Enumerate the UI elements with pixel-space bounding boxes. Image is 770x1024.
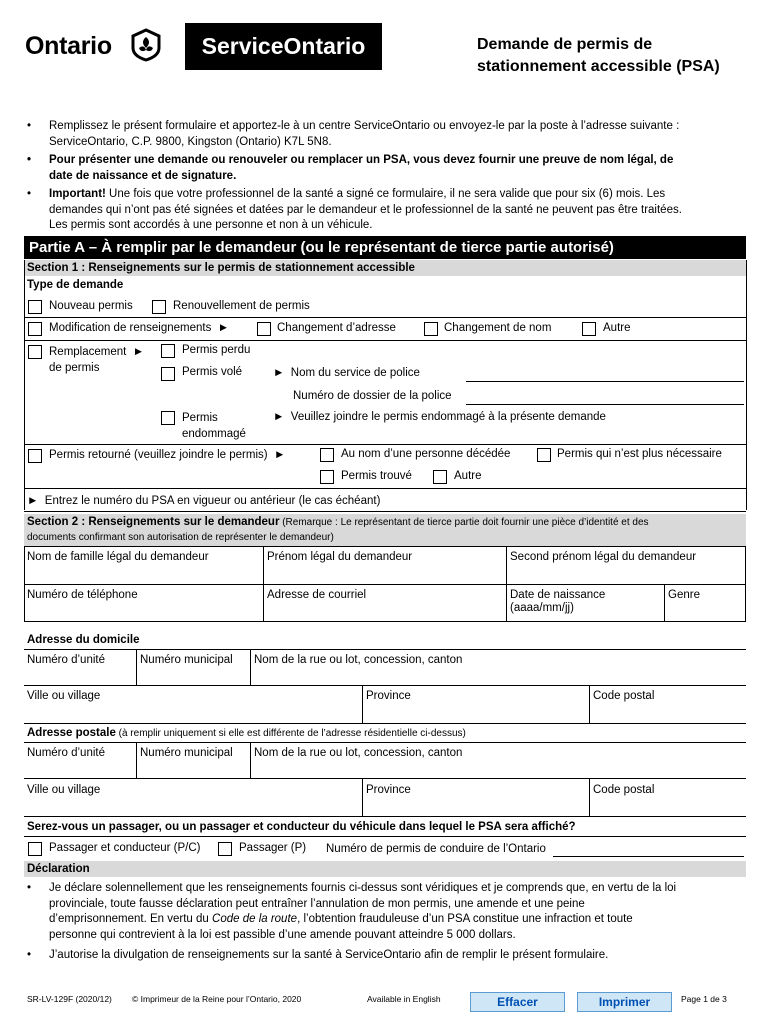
form-id: SR-LV-129F (2020/12) — [27, 994, 112, 1004]
plus-necessaire-label: Permis qui n’est plus nécessaire — [557, 448, 722, 460]
important-lead: Important! — [49, 188, 106, 200]
modification-checkbox[interactable] — [28, 322, 42, 336]
nouveau-permis-checkbox[interactable] — [28, 300, 42, 314]
renouvellement-label: Renouvellement de permis — [173, 300, 310, 312]
adresse-domicile-label: Adresse du domicile — [27, 634, 140, 646]
ontario-logo: Ontario — [25, 32, 112, 60]
instruction-1-line1: Remplissez le présent formulaire et apportez-le à un centre ServiceOntario ou envoyez-le par la poste à l’adresse suivante : — [49, 120, 680, 132]
part-a-header: Partie A – À remplir par le demandeur (ou le représentant de tierce partie autorisé) — [24, 236, 746, 259]
changement-nom-label: Changement de nom — [444, 322, 552, 334]
passager-question: Serez-vous un passager, ou un passager et conducteur du véhicule dans lequel le PSA sera affiché? — [27, 821, 576, 833]
autre-retourne-checkbox[interactable] — [433, 470, 447, 484]
permis-retourne-checkbox[interactable] — [28, 449, 42, 463]
permis-endommage-label: Permis endommagé — [182, 412, 246, 440]
permis-retourne-label: Permis retourné (veuillez joindre le permis) ► — [49, 449, 286, 461]
remplacement-label: Remplacement ► de permis — [49, 346, 145, 374]
numero-unite-postale-field[interactable]: Numéro d’unité — [27, 747, 105, 759]
imprimer-button[interactable]: Imprimer — [577, 992, 672, 1012]
declaration-header: Déclaration — [24, 861, 746, 877]
second-prenom-field[interactable]: Second prénom légal du demandeur — [510, 551, 697, 563]
courriel-field[interactable]: Adresse de courriel — [267, 589, 367, 601]
page-number: Page 1 de 3 — [681, 994, 727, 1004]
passager-conducteur-label: Passager et conducteur (P/C) — [49, 842, 201, 854]
form-title-line2: stationnement accessible (PSA) — [477, 58, 720, 75]
bullet: • — [27, 882, 32, 894]
nom-service-police-input[interactable] — [466, 381, 744, 382]
entrez-numero-psa-label: ► Entrez le numéro du PSA en vigueur ou antérieur (le cas échéant) — [27, 495, 381, 507]
copyright: © Imprimeur de la Reine pour l’Ontario, 2020 — [132, 994, 302, 1004]
bullet: • — [27, 120, 32, 132]
form-title-line1: Demande de permis de — [477, 36, 653, 53]
bullet: • — [27, 154, 32, 166]
bullet: • — [27, 188, 32, 200]
autre-modification-label: Autre — [603, 322, 631, 334]
serviceontario-logo: ServiceOntario — [185, 23, 382, 70]
numero-permis-conduire-label: Numéro de permis de conduire de l’Ontario — [326, 843, 546, 855]
instruction-3 — [27, 187, 759, 234]
genre-field[interactable]: Genre — [668, 589, 700, 601]
section2-header: Section 2 : Renseignements sur le demandeur (Remarque : Le représentant de tierce partie doit fournir une pièce d’identité et des documents confirmant son autorisation de représenter le demandeur) — [24, 514, 746, 546]
adresse-postale-label: Adresse postale (à remplir uniquement si elle est différente de l’adresse résidentielle ci-dessus) — [27, 727, 466, 739]
modification-label: Modification de renseignements ► — [49, 322, 230, 334]
joindre-endommage-label: ► Veuillez joindre le permis endommagé à la présente demande — [273, 411, 606, 423]
permis-perdu-checkbox[interactable] — [161, 344, 175, 358]
numero-municipal-field[interactable]: Numéro municipal — [140, 654, 233, 666]
instruction-3-line2: demandes qui n’ont pas été signées et datées par le demandeur et le professionnel de la santé ne peuvent pas être traitées. — [49, 203, 682, 216]
trillium-icon — [130, 28, 162, 62]
code-postal-field[interactable]: Code postal — [593, 690, 655, 702]
available-english: Available in English — [367, 994, 441, 1004]
nom-famille-field[interactable]: Nom de famille légal du demandeur — [27, 551, 209, 563]
numero-permis-conduire-input[interactable] — [553, 856, 744, 857]
renouvellement-checkbox[interactable] — [152, 300, 166, 314]
type-demande-label: Type de demande — [27, 279, 124, 291]
form-title — [477, 34, 720, 78]
permis-trouve-checkbox[interactable] — [320, 470, 334, 484]
plus-necessaire-checkbox[interactable] — [537, 448, 551, 462]
ville-postale-field[interactable]: Ville ou village — [27, 784, 101, 796]
instruction-3-line3: Les permis sont accordés à une personne et non à un véhicule. — [49, 219, 373, 231]
effacer-button[interactable]: Effacer — [470, 992, 565, 1012]
numero-unite-field[interactable]: Numéro d’unité — [27, 654, 105, 666]
personne-decedee-checkbox[interactable] — [320, 448, 334, 462]
permis-vole-checkbox[interactable] — [161, 367, 175, 381]
instruction-2-line1: Pour présenter une demande ou renouveler ou remplacer un PSA, vous devez fournir une preuve de nom légal, de — [49, 154, 674, 166]
changement-nom-checkbox[interactable] — [424, 322, 438, 336]
section1-header: Section 1 : Renseignements sur le permis de stationnement accessible — [24, 260, 746, 276]
autre-modification-checkbox[interactable] — [582, 322, 596, 336]
remplacement-checkbox[interactable] — [28, 345, 42, 359]
declaration-1: • Je déclare solennellement que les renseignements fournis ci-dessus sont véridiques et je comprends que, en vertu de la loi provinciale, toute fausse déclaration peut entraîner l’annulation de mon permis, une amende et une peine d’emprisonnement. En vertu du Code de la route, l’obtention frauduleuse d’un PSA constitue une infraction et toute personne qui contrevient à la loi est passible d’une amende pouvant atteindre 5 000 dollars. — [27, 882, 677, 941]
province-field[interactable]: Province — [366, 690, 411, 702]
nom-rue-field[interactable]: Nom de la rue ou lot, concession, canton — [254, 654, 463, 666]
instruction-3-line1: Une fois que votre professionnel de la santé a signé ce formulaire, il ne sera valide que pour six (6) mois. Les — [105, 188, 666, 200]
nouveau-permis-label: Nouveau permis — [49, 300, 133, 312]
instruction-2-line2: date de naissance et de signature. — [49, 169, 237, 182]
nom-service-police-label: ► Nom du service de police — [273, 367, 420, 379]
numero-dossier-label: Numéro de dossier de la police — [293, 390, 452, 402]
declaration-2: • J’autorise la divulgation de renseignements sur la santé à ServiceOntario afin de remplir le présent formulaire. — [49, 948, 749, 964]
code-postal-postale-field[interactable]: Code postal — [593, 784, 655, 796]
nom-rue-postale-field[interactable]: Nom de la rue ou lot, concession, canton — [254, 747, 463, 759]
personne-decedee-label: Au nom d’une personne décédée — [341, 448, 511, 460]
prenom-field[interactable]: Prénom légal du demandeur — [267, 551, 413, 563]
permis-endommage-checkbox[interactable] — [161, 411, 175, 425]
instruction-1-line2: ServiceOntario, C.P. 9800, Kingston (Ontario) K7L 5N8. — [49, 135, 332, 148]
ville-field[interactable]: Ville ou village — [27, 690, 101, 702]
instruction-1 — [27, 119, 749, 150]
changement-adresse-checkbox[interactable] — [257, 322, 271, 336]
permis-trouve-label: Permis trouvé — [341, 470, 412, 482]
passager-conducteur-checkbox[interactable] — [28, 842, 42, 856]
bullet: • — [27, 949, 32, 961]
instruction-2 — [27, 153, 749, 184]
passager-label: Passager (P) — [239, 842, 307, 854]
autre-retourne-label: Autre — [454, 470, 482, 482]
province-postale-field[interactable]: Province — [366, 784, 411, 796]
permis-perdu-label: Permis perdu — [182, 344, 251, 356]
numero-dossier-input[interactable] — [466, 404, 744, 405]
numero-municipal-postale-field[interactable]: Numéro municipal — [140, 747, 233, 759]
passager-checkbox[interactable] — [218, 842, 232, 856]
changement-adresse-label: Changement d’adresse — [277, 322, 396, 334]
date-naissance-field[interactable]: Date de naissance (aaaa/mm/jj) — [510, 589, 606, 614]
telephone-field[interactable]: Numéro de téléphone — [27, 589, 138, 601]
permis-vole-label: Permis volé — [182, 366, 243, 378]
